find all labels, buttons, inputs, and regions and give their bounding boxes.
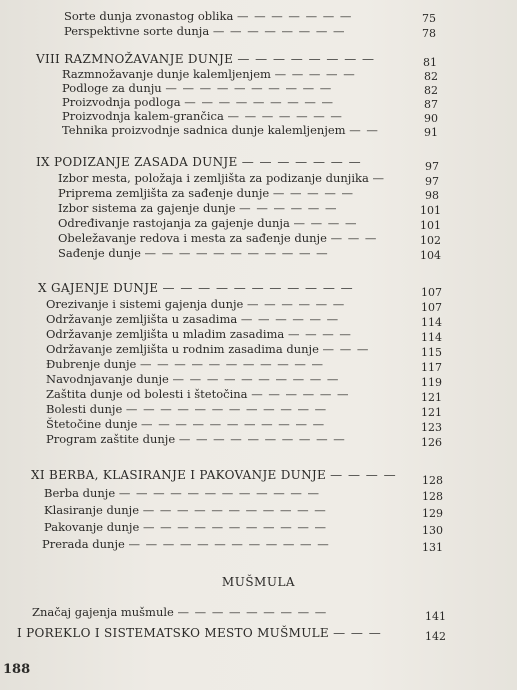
- page-number: 188: [3, 662, 31, 677]
- toc-page: 82: [424, 70, 438, 83]
- toc-leader: — — — — — — — — —: [184, 95, 335, 109]
- toc-entry-label: X GAJENJE DUNJE: [38, 281, 159, 295]
- toc-leader: — — — — — — —: [227, 109, 343, 123]
- toc-entry-label: Đubrenje dunje: [46, 357, 137, 371]
- toc-leader: — — —: [322, 342, 370, 356]
- toc-leader: — — —: [330, 231, 378, 245]
- toc-entry: [58, 186, 354, 200]
- toc-entry: [46, 417, 325, 431]
- toc-leader: — — — — — — — —: [237, 52, 376, 66]
- toc-page: 128: [422, 490, 443, 503]
- toc-page: 141: [425, 610, 446, 623]
- toc-page: 78: [422, 27, 436, 40]
- toc-entry: [58, 246, 329, 260]
- toc-entry-label: Bolesti dunje: [46, 402, 123, 416]
- toc-page: 98: [425, 189, 439, 202]
- toc-leader: — — — — — — — —: [212, 24, 346, 38]
- toc-page: 107: [421, 286, 442, 299]
- toc-leader: — — — —: [293, 216, 358, 230]
- toc-chapter: [36, 52, 375, 66]
- toc-entry-label: Razmnožavanje dunje kalemljenjem: [62, 67, 271, 81]
- toc-leader: — — — — — — —: [236, 9, 353, 23]
- toc-leader: — — —: [333, 626, 382, 640]
- toc-entry-label: Sorte dunja zvonastog oblika: [64, 9, 234, 23]
- toc-leader: — — — — — —: [240, 312, 340, 326]
- toc-entry-label: Značaj gajenja mušmule: [32, 605, 174, 619]
- toc-page: 90: [424, 112, 438, 125]
- toc-page: 129: [422, 507, 443, 520]
- toc-page: 102: [420, 234, 441, 247]
- toc-chapter: [36, 155, 362, 169]
- toc-entry-label: VIII RAZMNOŽAVANJE DUNJE: [36, 52, 234, 66]
- toc-entry: [46, 387, 349, 401]
- toc-entry: [62, 67, 356, 81]
- toc-page: 115: [421, 346, 442, 359]
- toc-entry: [62, 123, 379, 137]
- toc-entry: [64, 24, 345, 38]
- toc-page: 87: [424, 98, 438, 111]
- toc-page: 123: [421, 421, 442, 434]
- toc-page: 131: [422, 541, 443, 554]
- toc-entry-label: XI BERBA, KLASIRANJE I PAKOVANJE DUNJE: [31, 468, 327, 482]
- toc-entry: [44, 486, 320, 500]
- toc-leader: — — — — — — — — — — —: [140, 357, 325, 371]
- toc-entry: [58, 171, 385, 185]
- toc-entry-label: Određivanje rastojanja za gajenje dunja: [58, 216, 290, 230]
- toc-entry: [46, 297, 345, 311]
- toc-page: 128: [422, 474, 443, 487]
- toc-leader: — — — — — — — — — — —: [141, 417, 326, 431]
- toc-entry: [46, 342, 369, 356]
- toc-entry-label: Održavanje zemljišta u mladim zasadima: [46, 327, 285, 341]
- toc-leader: — — — — — —: [251, 387, 350, 401]
- toc-page: 114: [421, 331, 442, 344]
- toc-leader: —: [372, 171, 386, 185]
- toc-page: 107: [421, 301, 442, 314]
- toc-entry-label: Perspektivne sorte dunja: [64, 24, 210, 38]
- toc-leader: — — — — — — — — — —: [178, 432, 346, 446]
- toc-entry: [44, 503, 327, 517]
- toc-leader: — — — — —: [274, 67, 356, 81]
- section-title: MUŠMULA: [221, 575, 296, 589]
- toc-leader: — — — — — —: [247, 297, 346, 311]
- toc-leader: — — — — — — — — — — —: [142, 503, 327, 517]
- toc-entry: [42, 537, 330, 551]
- toc-entry-label: Program zaštite dunje: [46, 432, 176, 446]
- toc-entry: [64, 9, 352, 23]
- toc-page: 101: [420, 204, 441, 217]
- toc-leader: — — — — — — — — — — — —: [118, 486, 321, 500]
- toc-entry-label: Izbor mesta, položaja i zemljišta za podizanje dunjika: [58, 171, 369, 185]
- toc-leader: — — — — — — — — —: [177, 605, 328, 619]
- toc-page: 101: [420, 219, 441, 232]
- toc-entry: [62, 81, 332, 95]
- toc-entry-label: Pakovanje dunje: [44, 520, 140, 534]
- toc-page: 104: [420, 249, 441, 262]
- toc-leader: — — — — —: [272, 186, 354, 200]
- toc-leader: — — — — — — — — — —: [172, 372, 340, 386]
- toc-chapter: [38, 281, 354, 295]
- toc-leader: — — — — — — — — — — —: [144, 246, 329, 260]
- toc-page: 82: [424, 84, 438, 97]
- toc-leader: — — — — — — — — — —: [165, 81, 333, 95]
- toc-entry-label: Održavanje zemljišta u rodnim zasadima dunje: [46, 342, 319, 356]
- toc-page: 97: [425, 175, 439, 188]
- toc-entry-label: Proizvodnja podloga: [62, 95, 181, 109]
- toc-page: 121: [421, 391, 442, 404]
- toc-entry-label: Izbor sistema za gajenje dunje: [58, 201, 236, 215]
- toc-entry-label: Proizvodnja kalem-grančica: [62, 109, 224, 123]
- toc-page: 75: [422, 12, 436, 25]
- toc-entry: [46, 402, 327, 416]
- toc-entry-label: IX PODIZANJE ZASADA DUNJE: [36, 155, 238, 169]
- toc-entry-label: I POREKLO I SISTEMATSKO MESTO MUŠMULE: [17, 626, 329, 640]
- toc-entry-label: Štetočine dunje: [46, 417, 138, 431]
- toc-entry: [58, 201, 337, 215]
- toc-entry-label: Sađenje dunje: [58, 246, 141, 260]
- toc-entry-label: Orezivanje i sistemi gajenja dunje: [46, 297, 244, 311]
- toc-entry: [32, 605, 327, 619]
- toc-entry: [46, 312, 339, 326]
- toc-page: 126: [421, 436, 442, 449]
- toc-page: 142: [425, 630, 446, 643]
- toc-entry: [62, 109, 343, 123]
- toc-leader: — — — — — —: [239, 201, 338, 215]
- toc-entry: [62, 95, 334, 109]
- toc-entry-label: Obeležavanje redova i mesta za sađenje dunje: [58, 231, 327, 245]
- toc-entry: [44, 520, 327, 534]
- toc-entry-label: Prerada dunje: [42, 537, 125, 551]
- toc-entry: [58, 231, 377, 245]
- toc-entry-label: Navodnjavanje dunje: [46, 372, 169, 386]
- toc-entry-label: Zaštita dunje od bolesti i štetočina: [46, 387, 248, 401]
- toc-page: 121: [421, 406, 442, 419]
- toc-leader: — — — — — — — — — — —: [142, 520, 328, 534]
- toc-entry: [58, 216, 357, 230]
- toc-page: 119: [421, 376, 442, 389]
- toc-leader: — — — — — — — — — — —: [162, 281, 354, 295]
- toc-leader: — —: [349, 123, 379, 137]
- toc-leader: — — — — — — — — — — — —: [128, 537, 330, 551]
- toc-page: 114: [421, 316, 442, 329]
- toc-chapter: [31, 468, 397, 482]
- toc-leader: — — — —: [287, 327, 352, 341]
- toc-entry-label: Priprema zemljišta za sađenje dunje: [58, 186, 270, 200]
- toc-entry-label: Održavanje zemljišta u zasadima: [46, 312, 238, 326]
- toc-page: 117: [421, 361, 442, 374]
- toc-entry-label: Podloge za dunju: [62, 81, 162, 95]
- toc-entry: [46, 432, 346, 446]
- toc-page: 97: [425, 160, 439, 173]
- toc-entry: [46, 327, 352, 341]
- toc-entry: [46, 357, 324, 371]
- toc-leader: — — — — — — —: [241, 155, 362, 169]
- toc-entry-label: Klasiranje dunje: [44, 503, 140, 517]
- toc-page: 130: [422, 524, 443, 537]
- toc-page: 81: [423, 56, 437, 69]
- toc-entry: [46, 372, 339, 386]
- toc-chapter: [17, 626, 382, 640]
- toc-leader: — — — — — — — — — — — —: [125, 402, 328, 416]
- toc-entry-label: Berba dunje: [44, 486, 116, 500]
- toc-page: 91: [424, 126, 438, 139]
- toc-leader: — — — —: [330, 468, 397, 482]
- toc-entry-label: Tehnika proizvodnje sadnica dunje kalemljenjem: [62, 123, 346, 137]
